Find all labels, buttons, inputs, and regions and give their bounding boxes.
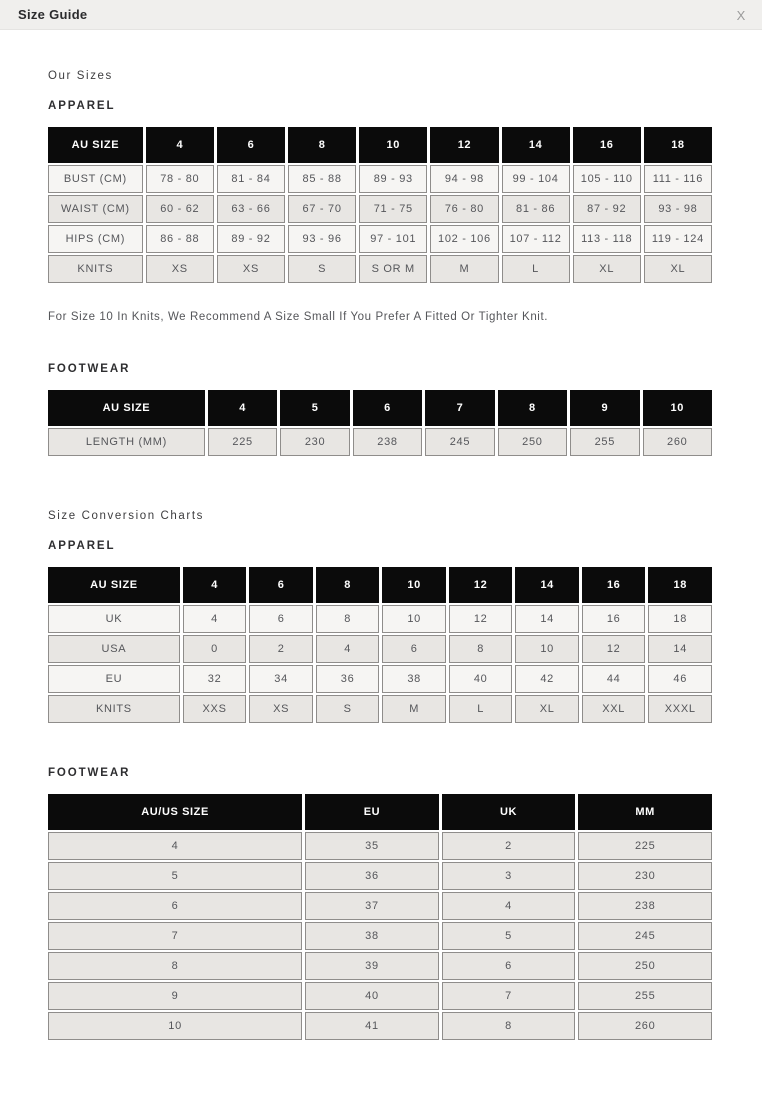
table-cell: 225 [578,832,712,860]
table-cell: 78 - 80 [146,165,214,193]
footwear-heading-conversion: FOOTWEAR [48,767,131,779]
column-header: 10 [359,127,427,163]
table-cell: 36 [305,862,439,890]
table-cell: 85 - 88 [288,165,356,193]
column-header: 14 [515,567,579,603]
table-cell: 6 [442,952,576,980]
table-row [48,952,712,980]
table-cell: 113 - 118 [573,225,641,253]
column-header: 8 [498,390,567,426]
column-header: 4 [183,567,247,603]
table-cell: 41 [305,1012,439,1040]
column-header: 16 [573,127,641,163]
table-cell: 4 [48,832,302,860]
column-header: 8 [288,127,356,163]
column-header: AU SIZE [48,567,180,603]
column-header: AU SIZE [48,390,205,426]
our-sizes-heading: Our Sizes [48,70,113,82]
table-cell: 10 [515,635,579,663]
table-cell: 9 [48,982,302,1010]
table-cell: 93 - 98 [644,195,712,223]
table-cell: 97 - 101 [359,225,427,253]
table-cell: 12 [582,635,646,663]
table-cell: 32 [183,665,247,693]
table-header-row [48,127,712,163]
table-cell: 255 [570,428,639,456]
table-cell: 44 [582,665,646,693]
our-sizes-footwear-table [45,388,715,458]
table-cell: 40 [305,982,439,1010]
table-cell: 86 - 88 [146,225,214,253]
table-cell: 230 [280,428,349,456]
table-row [48,862,712,890]
table-cell: XL [515,695,579,723]
table-cell: 8 [316,605,380,633]
table-cell: 34 [249,665,313,693]
table-cell: 40 [449,665,513,693]
table-cell: 260 [578,1012,712,1040]
conversion-apparel-table [45,565,715,725]
table-row [48,695,712,723]
table-cell: 76 - 80 [430,195,498,223]
table-cell: 0 [183,635,247,663]
table-cell: BUST (CM) [48,165,143,193]
table-cell: 38 [305,922,439,950]
table-cell: 8 [48,952,302,980]
table-cell: 18 [648,605,712,633]
table-cell: 245 [425,428,494,456]
table-row [48,832,712,860]
table-cell: 4 [316,635,380,663]
table-cell: 60 - 62 [146,195,214,223]
column-header: 5 [280,390,349,426]
page-title: Size Guide [18,7,88,22]
table-cell: 46 [648,665,712,693]
table-row [48,428,712,456]
table-cell: 6 [48,892,302,920]
table-cell: 12 [449,605,513,633]
table-cell: WAIST (CM) [48,195,143,223]
table-cell: S [316,695,380,723]
table-cell: XS [217,255,285,283]
table-cell: 89 - 92 [217,225,285,253]
table-cell: L [449,695,513,723]
column-header: 10 [643,390,712,426]
table-cell: 260 [643,428,712,456]
table-cell: XXL [582,695,646,723]
table-cell: 3 [442,862,576,890]
table-cell: LENGTH (MM) [48,428,205,456]
table-cell: 4 [183,605,247,633]
table-cell: XL [644,255,712,283]
table-cell: 37 [305,892,439,920]
table-cell: L [502,255,570,283]
table-cell: UK [48,605,180,633]
table-cell: 2 [442,832,576,860]
table-cell: 8 [449,635,513,663]
table-cell: 7 [442,982,576,1010]
footwear-heading-our-sizes: FOOTWEAR [48,363,131,375]
table-cell: S OR M [359,255,427,283]
table-cell: 14 [515,605,579,633]
column-header: 18 [644,127,712,163]
table-cell: 230 [578,862,712,890]
column-header: 7 [425,390,494,426]
table-cell: 87 - 92 [573,195,641,223]
table-cell: M [382,695,446,723]
table-row [48,635,712,663]
modal-header [0,0,762,30]
apparel-heading-conversion: APPAREL [48,540,116,552]
table-cell: 255 [578,982,712,1010]
table-header-row [48,794,712,830]
column-header: 6 [217,127,285,163]
table-cell: 39 [305,952,439,980]
column-header: UK [442,794,576,830]
table-row [48,1012,712,1040]
column-header: 4 [146,127,214,163]
column-header: 4 [208,390,277,426]
table-row [48,922,712,950]
table-cell: 4 [442,892,576,920]
table-cell: 89 - 93 [359,165,427,193]
table-header-row [48,567,712,603]
table-cell: 14 [648,635,712,663]
table-cell: 38 [382,665,446,693]
size-conversion-heading: Size Conversion Charts [48,510,205,522]
table-row [48,165,712,193]
table-cell: EU [48,665,180,693]
column-header: 14 [502,127,570,163]
table-cell: 93 - 96 [288,225,356,253]
close-icon[interactable]: X [736,7,746,23]
column-header: 9 [570,390,639,426]
our-sizes-apparel-table [45,125,715,285]
column-header: 10 [382,567,446,603]
table-row [48,665,712,693]
table-row [48,225,712,253]
table-row [48,255,712,283]
column-header: 6 [353,390,422,426]
table-cell: XXS [183,695,247,723]
table-cell: XXXL [648,695,712,723]
table-cell: 10 [382,605,446,633]
table-cell: S [288,255,356,283]
column-header: 12 [449,567,513,603]
column-header: 8 [316,567,380,603]
table-cell: 81 - 84 [217,165,285,193]
table-cell: 99 - 104 [502,165,570,193]
table-cell: 245 [578,922,712,950]
table-cell: 36 [316,665,380,693]
knits-note: For Size 10 In Knits, We Recommend A Size Small If You Prefer A Fitted Or Tighter Knit. [48,311,549,323]
table-cell: KNITS [48,695,180,723]
column-header: EU [305,794,439,830]
table-cell: 107 - 112 [502,225,570,253]
table-cell: XL [573,255,641,283]
table-cell: 6 [382,635,446,663]
table-cell: 63 - 66 [217,195,285,223]
table-cell: 67 - 70 [288,195,356,223]
size-guide-content [0,70,762,1042]
table-cell: 102 - 106 [430,225,498,253]
table-cell: 35 [305,832,439,860]
column-header: AU/US SIZE [48,794,302,830]
column-header: AU SIZE [48,127,143,163]
table-row [48,605,712,633]
table-cell: 7 [48,922,302,950]
table-cell: 2 [249,635,313,663]
table-cell: 42 [515,665,579,693]
column-header: 16 [582,567,646,603]
table-cell: 5 [48,862,302,890]
table-row [48,195,712,223]
column-header: MM [578,794,712,830]
column-header: 6 [249,567,313,603]
table-cell: 6 [249,605,313,633]
table-cell: 10 [48,1012,302,1040]
table-cell: 5 [442,922,576,950]
table-cell: 111 - 116 [644,165,712,193]
table-row [48,892,712,920]
table-cell: 250 [578,952,712,980]
apparel-heading-our-sizes: APPAREL [48,100,116,112]
table-cell: 250 [498,428,567,456]
table-cell: 71 - 75 [359,195,427,223]
table-cell: KNITS [48,255,143,283]
column-header: 18 [648,567,712,603]
table-cell: 105 - 110 [573,165,641,193]
table-cell: 94 - 98 [430,165,498,193]
table-cell: 81 - 86 [502,195,570,223]
table-cell: XS [146,255,214,283]
column-header: 12 [430,127,498,163]
table-cell: 16 [582,605,646,633]
table-cell: 119 - 124 [644,225,712,253]
table-cell: M [430,255,498,283]
conversion-footwear-table [45,792,715,1042]
table-header-row [48,390,712,426]
table-cell: 238 [578,892,712,920]
table-cell: 8 [442,1012,576,1040]
table-cell: USA [48,635,180,663]
table-cell: 225 [208,428,277,456]
table-row [48,982,712,1010]
table-cell: XS [249,695,313,723]
table-cell: 238 [353,428,422,456]
table-cell: HIPS (CM) [48,225,143,253]
